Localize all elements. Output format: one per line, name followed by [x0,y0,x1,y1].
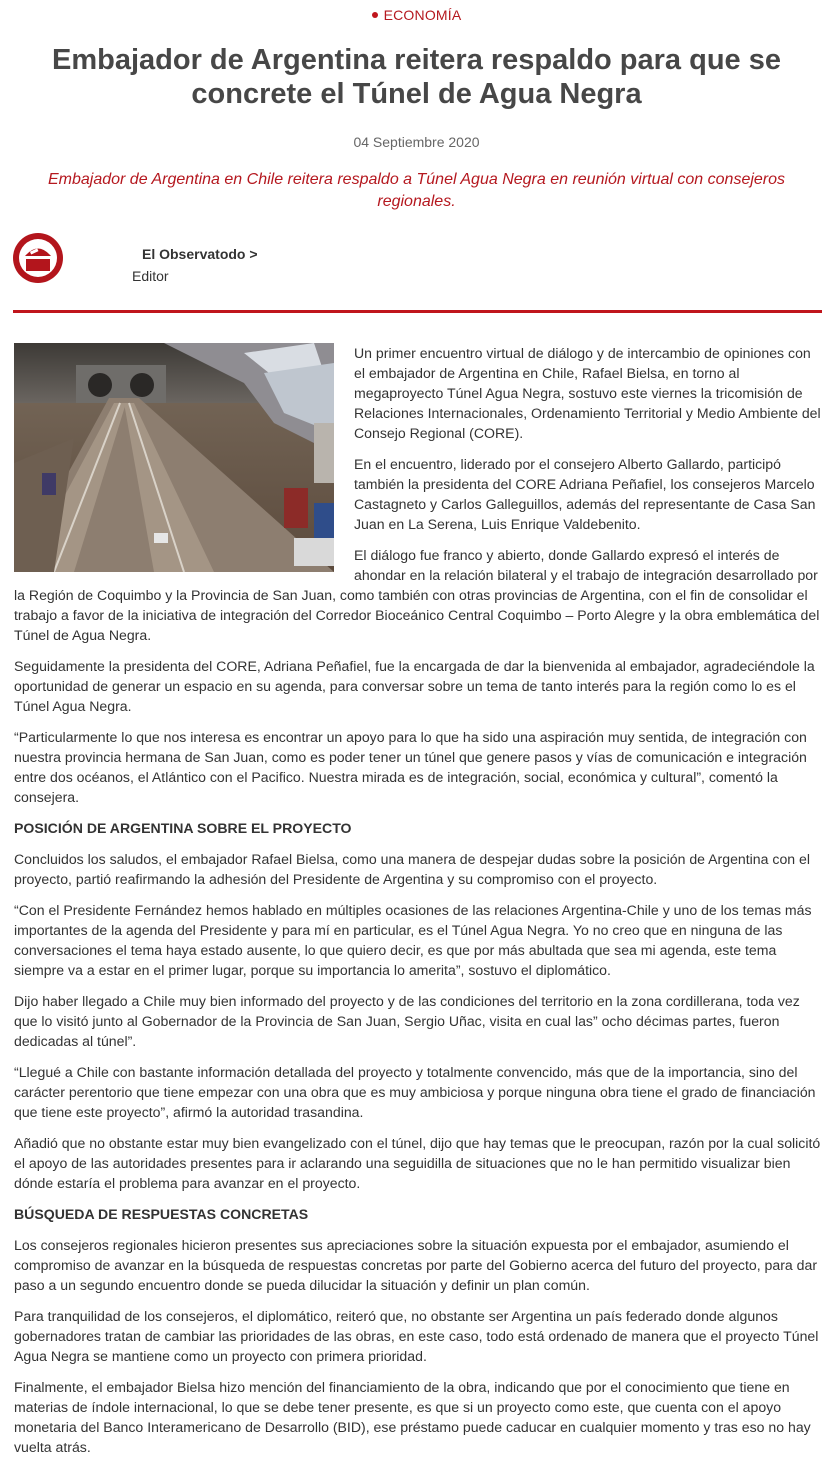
article-title: Embajador de Argentina reitera respaldo para que se concrete el Túnel de Agua Negra [52,44,781,110]
paragraph: Los consejeros regionales hicieron presentes sus apreciaciones sobre la situación expuesta por el embajador, asumiendo el compromiso de avanzar en la búsqueda de respuestas concretas por parte del Gobierno acerca del futuro del proyecto, para dar paso a un segundo encuentro donde se pueda dilucidar la situación y definir un plan común. [14,1237,818,1293]
paragraph: Un primer encuentro virtual de diálogo y de intercambio de opiniones con el embajador de Argentina en Chile, Rafael Bielsa, en torno al megaproyecto Túnel Agua Negra, sostuvo este viernes la tricomisión de Relaciones Internacionales, Ordenamiento Territorial y Medio Ambiente del Consejo Regional (CORE). [354,345,821,441]
author-role: Editor [132,268,169,284]
tunnel-model-photo [14,343,334,572]
paragraph: Dijo haber llegado a Chile muy bien informado del proyecto y de las condiciones del territorio en la zona cordillerana, toda vez que lo visitó junto al Gobernador de la Provincia de San Juan, Sergio Uñac, visita en cual las” ocho décimas partes, fueron dedicadas al túnel”. [14,993,800,1049]
author-avatar[interactable] [13,233,63,283]
article-body [14,343,822,1468]
category-link[interactable] [0,7,833,23]
paragraph: Para tranquilidad de los consejeros, el diplomático, reiteró que, no obstante ser Argentina un país federado donde algunos gobernadores tratan de cambiar las prioridades de las obras, en este caso, todo está ordenado de manera que el proyecto Túnel Agua Negra se mantiene como un proyecto con primera prioridad. [14,1308,819,1364]
category-bullet-icon [372,12,378,18]
paragraph: “Llegué a Chile con bastante información detallada del proyecto y totalmente convencido, más que de la importancia, sino del carácter perentorio que tiene empezar con una obra que es muy ambiciosa y porque ninguna obra tiene el grado de financiación que tiene este proyecto”, afirmó la autoridad trasandina. [14,1064,816,1120]
paragraph: Finalmente, el embajador Bielsa hizo mención del financiamiento de la obra, indicando que por el conocimiento que tiene en materias de índole internacional, lo que se debe tener presente, es que si un proyecto como este, que cuenta con el apoyo monetaria del Banco Interamericano de Desarrollo (BID), ese préstamo puede caducar en cualquier momento y tras eso no hay vuelta atrás. [14,1379,811,1455]
paragraph: El diálogo fue franco y abierto, donde Gallardo expresó el interés de ahondar en la relación bilateral y el trabajo de integración desarrollado por la Región de Coquimbo y la Provincia de San Juan, como también con otras provincias de Argentina, con el fin de consolidar el trabajo a favor de la iniciativa de integración del Corredor Bioceánico Central Coquimbo – Porto Alegre y la obra emblemática del Túnel de Agua Negra. [14,547,820,643]
paragraph: “Particularmente lo que nos interesa es encontrar un apoyo para lo que ha sido una aspiración muy sentida, de integración con nuestra provincia hermana de San Juan, como es poder tener un túnel que genere pasos y vías de comunicación e integración entre dos océanos, el Atlántico con el Pacifico. Nuestra mirada es de integración, social, económica y cultural”, comentó la consejera. [14,729,807,805]
paragraph: Concluidos los saludos, el embajador Rafael Bielsa, como una manera de despejar dudas sobre la posición de Argentina con el proyecto, partió reafirmando la adhesión del Presidente de Argentina y su compromiso con el proyecto. [14,851,811,887]
paragraph: En el encuentro, liderado por el consejero Alberto Gallardo, participó también la presidenta del CORE Adriana Peñafiel, los consejeros Marcelo Castagneto y Carlos Galleguillos, además del representante de Casa San Juan en La Serena, Luis Enrique Valdebenito. [354,456,816,532]
category-label[interactable]: ECONOMÍA [383,7,462,23]
paragraph: Seguidamente la presidenta del CORE, Adriana Peñafiel, fue la encargada de dar la bienvenida al embajador, agradeciéndole la oportunidad de generar un espacio en su agenda, para conversar sobre un tema de tanto interés para la región como lo es el Túnel Agua Negra. [14,658,815,714]
header-divider [13,310,822,313]
paragraph: “Con el Presidente Fernández hemos hablado en múltiples ocasiones de las relaciones Argentina-Chile y uno de los temas más importantes de la agenda del Presidente y para mí en particular, es el Túnel Agua Negra. Yo no creo que en ninguna de las conversaciones el tema haya estado ausente, lo que quiero decir, es que por más abultada que sea mi agenda, este tema siempre va a estar en el primer lugar, porque su importancia lo amerita”, sostuvo el diplomático. [14,902,812,978]
article-lead: Embajador de Argentina en Chile reitera respaldo a Túnel Agua Negra en reunión virtual con consejeros regionales. [47,171,786,210]
author-name[interactable]: El Observatodo > [142,246,258,262]
section-heading: BÚSQUEDA DE RESPUESTAS CONCRETAS [14,1206,309,1222]
paragraph: Añadió que no obstante estar muy bien evangelizado con el túnel, dijo que hay temas que le preocupan, razón por la cual solicitó el apoyo de las autoridades presentes para ir aclarando una seguidilla de situaciones que no le han permitido visualizar bien dónde estaría el problema para avanzar en el proyecto. [14,1135,821,1191]
section-heading: POSICIÓN DE ARGENTINA SOBRE EL PROYECTO [14,820,352,836]
author-name-link[interactable] [142,246,258,262]
article-date: 04 Septiembre 2020 [353,134,480,150]
